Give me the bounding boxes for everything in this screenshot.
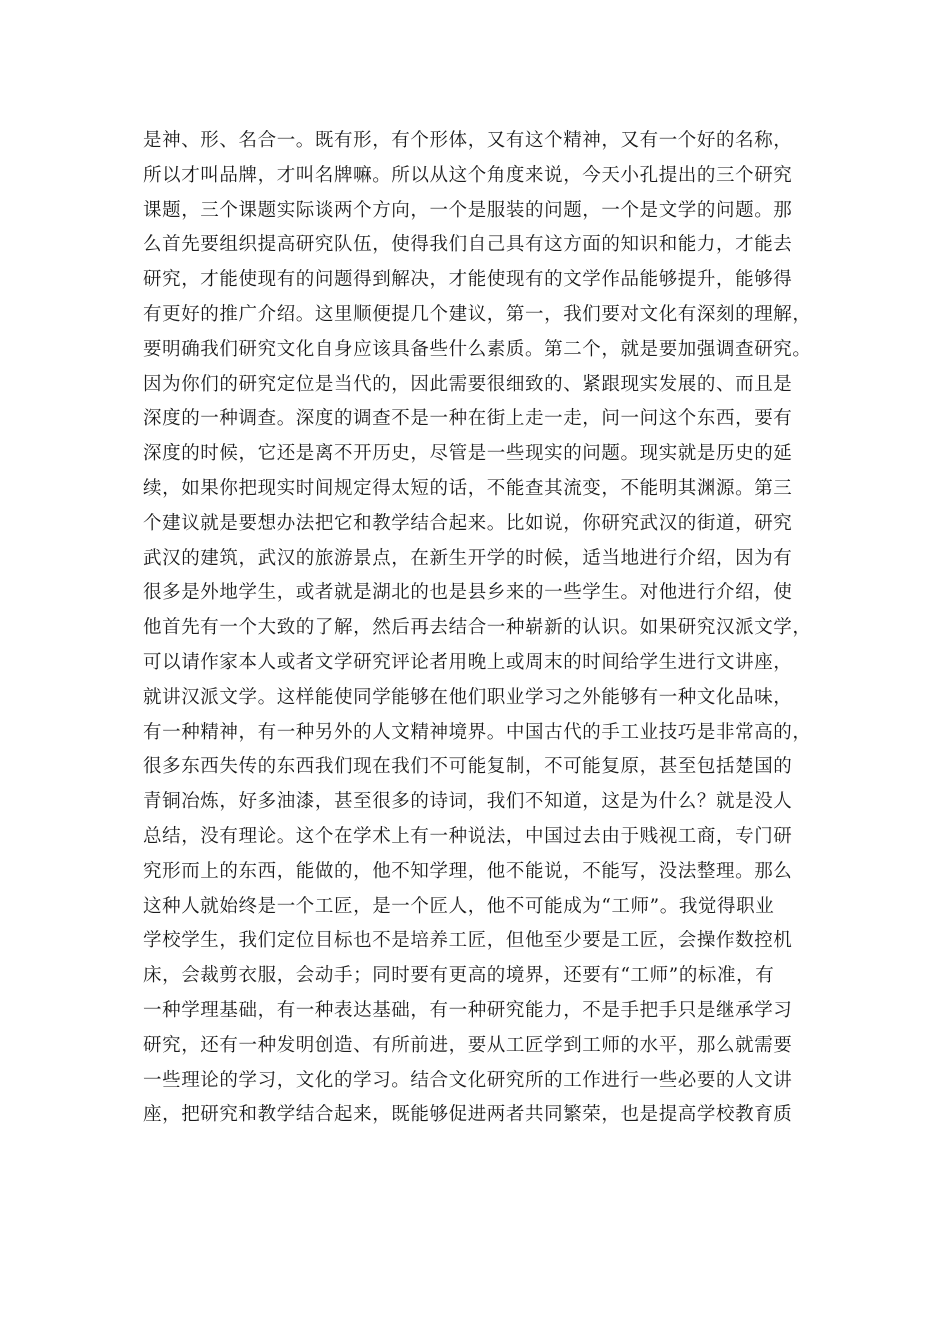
text-line: 可以请作家本人或者文学研究评论者用晚上或周末的时间给学生进行文讲座， xyxy=(143,651,793,673)
text-line: 武汉的建筑，武汉的旅游景点，在新生开学的时候，适当地进行介绍，因为有 xyxy=(143,547,793,569)
text-line: 总结，没有理论。这个在学术上有一种说法，中国过去由于贱视工商，专门研 xyxy=(143,825,793,847)
text-line: 深度的时候，它还是离不开历史，尽管是一些现实的问题。现实就是历史的延 xyxy=(143,443,793,465)
text-line: 他首先有一个大致的了解，然后再去结合一种崭新的认识。如果研究汉派文学， xyxy=(143,617,812,639)
text-line: 课题，三个课题实际谈两个方向，一个是服装的问题，一个是文学的问题。那 xyxy=(143,199,793,221)
text-line: 所以才叫品牌，才叫名牌嘛。所以从这个角度来说，今天小孔提出的三个研究 xyxy=(143,164,793,186)
text-line: 很多东西失传的东西我们现在我们不可能复制，不可能复原，甚至包括楚国的 xyxy=(143,756,793,778)
text-line: 么首先要组织提高研究队伍，使得我们自己具有这方面的知识和能力，才能去 xyxy=(143,234,793,256)
text-line: 究形而上的东西，能做的，他不知学理，他不能说，不能写，没法整理。那么 xyxy=(143,860,793,882)
body-text xyxy=(143,124,823,1133)
text-line: 一些理论的学习，文化的学习。结合文化研究所的工作进行一些必要的人文讲 xyxy=(143,1069,793,1091)
text-line: 座，把研究和教学结合起来，既能够促进两者共同繁荣，也是提高学校教育质 xyxy=(143,1104,793,1126)
text-line: 床，会裁剪衣服，会动手；同时要有更高的境界，还要有“工师”的标准，有 xyxy=(143,965,775,987)
text-line: 研究，还有一种发明创造、有所前进，要从工匠学到工师的水平，那么就需要 xyxy=(143,1034,793,1056)
text-line: 青铜冶炼，好多油漆，甚至很多的诗词，我们不知道，这是为什么？就是没人 xyxy=(143,791,793,813)
text-line: 因为你们的研究定位是当代的，因此需要很细致的、紧跟现实发展的、而且是 xyxy=(143,373,793,395)
text-line: 深度的一种调查。深度的调查不是一种在街上走一走，问一问这个东西，要有 xyxy=(143,408,793,430)
text-line: 是神、形、名合一。既有形，有个形体，又有这个精神，又有一个好的名称， xyxy=(143,130,793,151)
text-line: 要明确我们研究文化自身应该具备些什么素质。第二个，就是要加强调查研究。 xyxy=(143,338,812,360)
text-line: 有更好的推广介绍。这里顺便提几个建议，第一，我们要对文化有深刻的理解， xyxy=(143,303,812,325)
text-line: 一种学理基础，有一种表达基础，有一种研究能力，不是手把手只是继承学习 xyxy=(143,999,793,1021)
text-line: 个建议就是要想办法把它和教学结合起来。比如说，你研究武汉的街道，研究 xyxy=(143,512,793,534)
text-line: 续，如果你把现实时间规定得太短的话，不能查其流变，不能明其渊源。第三 xyxy=(143,477,793,499)
text-line: 就讲汉派文学。这样能使同学能够在他们职业学习之外能够有一种文化品味， xyxy=(143,686,793,708)
text-line: 这种人就始终是一个工匠，是一个匠人，他不可能成为“工师”。我觉得职业 xyxy=(143,895,775,917)
text-line: 很多是外地学生，或者就是湖北的也是县乡来的一些学生。对他进行介绍，使 xyxy=(143,582,793,604)
text-line: 研究，才能使现有的问题得到解决，才能使现有的文学作品能够提升，能够得 xyxy=(143,269,793,291)
text-line: 有一种精神，有一种另外的人文精神境界。中国古代的手工业技巧是非常高的， xyxy=(143,721,812,743)
text-line: 学校学生，我们定位目标也不是培养工匠，但他至少要是工匠，会操作数控机 xyxy=(143,930,793,952)
